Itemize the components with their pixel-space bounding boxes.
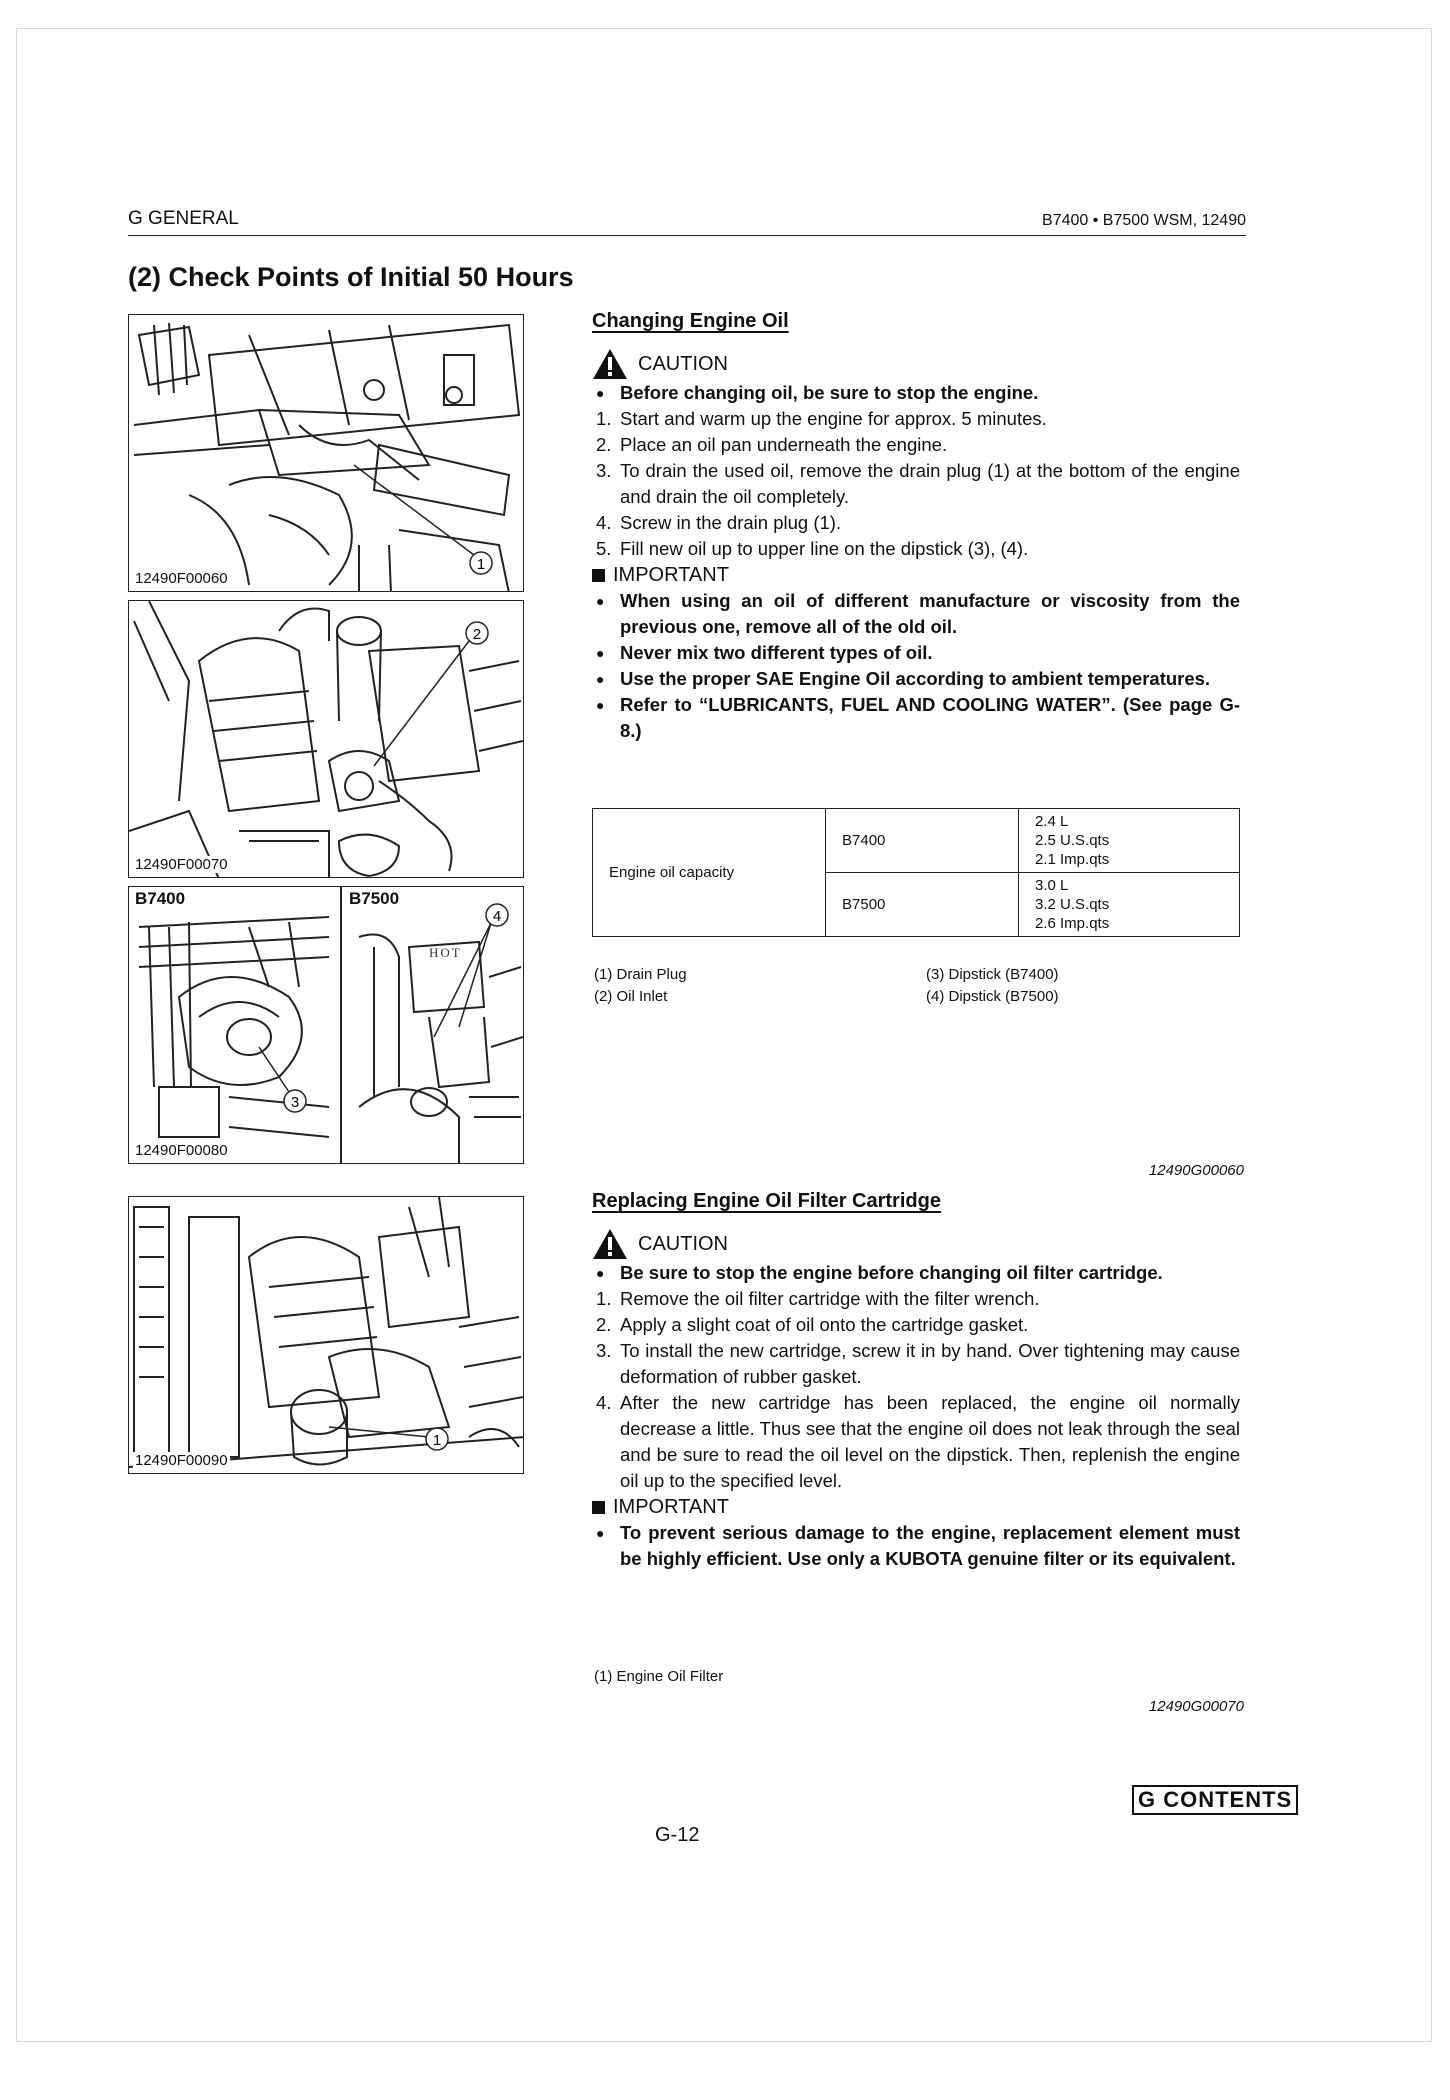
capacity-cell: 2.4 L 2.5 U.S.qts 2.1 Imp.qts [1019, 809, 1240, 873]
capacity-label-cell: Engine oil capacity [593, 809, 826, 937]
caution-item: ● Before changing oil, be sure to stop the engine. [596, 382, 1039, 403]
step-item: 4. After the new cartridge has been replaced, the engine oil normally decrease a little. Thus see that the engine oil does not leak through the seal and be sure to read the oil level on the dipstick. Then, replenish the engine oil up to the specified level. [596, 1392, 1240, 1491]
contents-link-button[interactable]: G CONTENTS [1132, 1785, 1298, 1815]
important-item: ● Refer to “LUBRICANTS, FUEL AND COOLING WATER”. (See page G-8.) [596, 694, 1240, 741]
important-item: ● Never mix two different types of oil. [596, 642, 933, 663]
oil-capacity-table [592, 808, 1240, 937]
figure-code: 12490F00080 [135, 1142, 228, 1159]
filter-change-code: 12490G00070 [1148, 1698, 1244, 1715]
callout-4: 4 [492, 908, 502, 925]
oil-inlet-illustration [129, 601, 524, 878]
oil-change-code: 12490G00060 [1148, 1162, 1244, 1179]
hot-label: HOT [429, 945, 462, 960]
important-label: IMPORTANT [613, 1496, 729, 1518]
oil-legend-left: (1) Drain Plug (2) Oil Inlet [594, 966, 687, 1005]
important-item: ● When using an oil of different manufacture or viscosity from the previous one, remove all of the old oil. [596, 590, 1240, 637]
figure-tag-b7500: B7500 [349, 889, 400, 908]
oil-change-section [592, 308, 1240, 744]
figure-oil-filter [128, 1196, 524, 1474]
figure-tag-b7400: B7400 [135, 889, 186, 908]
caution-heading [592, 348, 1240, 380]
important-item: ● Use the proper SAE Engine Oil according to ambient temperatures. [596, 668, 1211, 689]
figure-code: 12490F00070 [135, 856, 228, 873]
step-item: 4. Screw in the drain plug (1). [596, 512, 842, 533]
capacity-cell: 3.0 L 3.2 U.S.qts 2.6 Imp.qts [1019, 873, 1240, 937]
important-square-icon [592, 569, 605, 582]
callout-3: 3 [290, 1094, 300, 1111]
caution-label: CAUTION [638, 353, 728, 375]
figure-dipsticks [128, 886, 524, 1164]
figure-drain-plug [128, 314, 524, 592]
important-square-icon [592, 1501, 605, 1514]
filter-legend: (1) Engine Oil Filter [594, 1668, 724, 1685]
step-item: 5. Fill new oil up to upper line on the dipstick (3), (4). [596, 538, 1029, 559]
callout-2: 2 [472, 626, 482, 643]
model-cell: B7400 [826, 809, 1019, 873]
figure-code: 12490F00060 [135, 570, 228, 587]
section-title: (2) Check Points of Initial 50 Hours [128, 262, 574, 292]
oil-legend-right: (3) Dipstick (B7400) (4) Dipstick (B7500) [926, 966, 1059, 1005]
engine-underside-illustration [129, 315, 524, 592]
warning-triangle-icon [592, 1228, 628, 1260]
important-label: IMPORTANT [613, 564, 729, 586]
figure-code: 12490F00090 [135, 1452, 228, 1469]
filter-change-section [592, 1188, 1240, 1572]
step-item: 1. Remove the oil filter cartridge with the filter wrench. [596, 1288, 1040, 1309]
model-cell: B7500 [826, 873, 1019, 937]
important-item: ● To prevent serious damage to the engine, replacement element must be highly efficient. Use only a KUBOTA genuine filter or its equivalent. [596, 1522, 1240, 1569]
caution-heading [592, 1228, 1240, 1260]
important-heading [592, 562, 1240, 588]
warning-triangle-icon [592, 348, 628, 380]
header-divider [128, 235, 1246, 236]
step-item: 2. Place an oil pan underneath the engine. [596, 434, 948, 455]
step-item: 3. To install the new cartridge, screw it in by hand. Over tightening may cause deformation of rubber gasket. [596, 1340, 1240, 1387]
table-row [593, 809, 1240, 873]
oil-change-title: Changing Engine Oil [592, 310, 789, 332]
step-item: 2. Apply a slight coat of oil onto the cartridge gasket. [596, 1314, 1029, 1335]
oil-filter-illustration [129, 1197, 524, 1474]
important-heading [592, 1494, 1240, 1520]
step-item: 3. To drain the used oil, remove the drain plug (1) at the bottom of the engine and drain the oil completely. [596, 460, 1240, 507]
page-number: G-12 [655, 1824, 700, 1846]
dipsticks-illustration [129, 887, 524, 1164]
caution-item: ● Be sure to stop the engine before changing oil filter cartridge. [596, 1262, 1163, 1283]
step-item: 1. Start and warm up the engine for approx. 5 minutes. [596, 408, 1047, 429]
figure-oil-inlet [128, 600, 524, 878]
callout-1: 1 [476, 556, 486, 573]
header-section: G GENERAL [128, 208, 239, 229]
filter-change-title: Replacing Engine Oil Filter Cartridge [592, 1190, 941, 1212]
header-manual-id: B7400 • B7500 WSM, 12490 [1042, 212, 1246, 229]
caution-label: CAUTION [638, 1233, 728, 1255]
callout-1: 1 [432, 1432, 442, 1449]
